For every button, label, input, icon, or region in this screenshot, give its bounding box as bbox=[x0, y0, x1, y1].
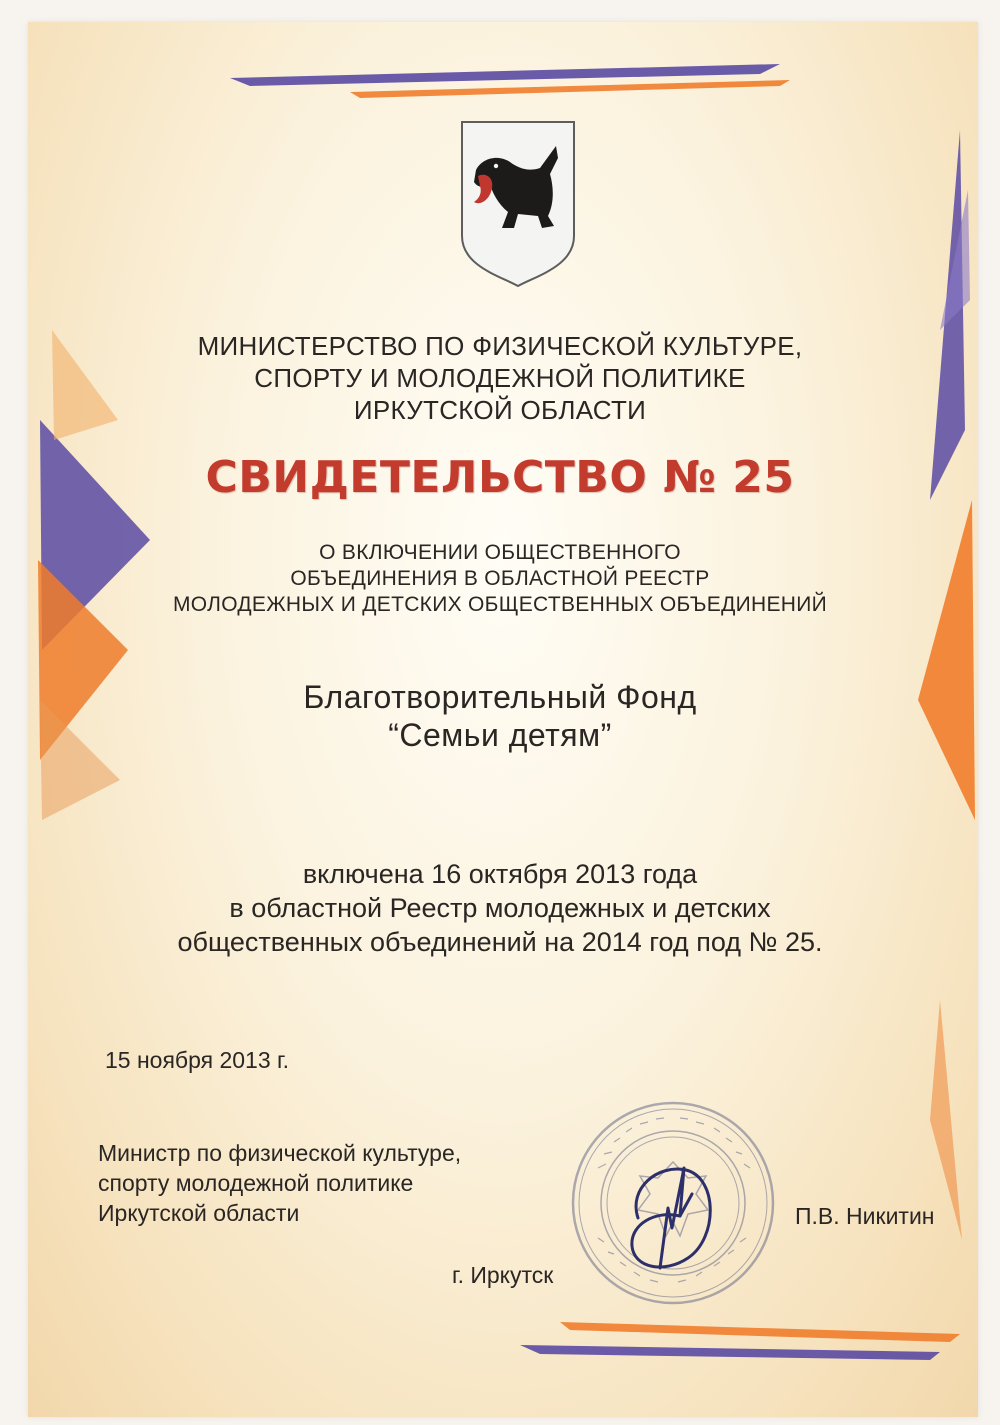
signatory-title bbox=[98, 1138, 461, 1228]
signatory-line-2: спорту молодежной политике bbox=[98, 1170, 414, 1196]
ministry-line-2: СПОРТУ И МОЛОДЕЖНОЙ ПОЛИТИКЕ bbox=[254, 363, 746, 393]
organization-line-2: “Семьи детям” bbox=[388, 717, 612, 753]
signatory-line-3: Иркутской области bbox=[98, 1200, 300, 1226]
ministry-name bbox=[0, 330, 1000, 426]
organization-line-1: Благотворительный Фонд bbox=[303, 679, 697, 715]
signatory-line-1: Министр по физической культуре, bbox=[98, 1140, 462, 1166]
irkutsk-babr-coat-of-arms-icon bbox=[458, 118, 578, 288]
inclusion-statement bbox=[0, 857, 1000, 959]
signatory-name: П.В. Никитин bbox=[795, 1203, 935, 1229]
inclusion-line-1: включена 16 октября 2013 года bbox=[302, 859, 698, 889]
certificate-subject bbox=[0, 540, 1000, 618]
inclusion-line-3: общественных объединений на 2014 год под № 25. bbox=[177, 927, 823, 957]
subject-line-3: МОЛОДЕЖНЫХ И ДЕТСКИХ ОБЩЕСТВЕННЫХ ОБЪЕДИНЕНИЙ bbox=[172, 593, 828, 616]
subject-line-2: ОБЪЕДИНЕНИЯ В ОБЛАСТНОЙ РЕЕСТР bbox=[290, 567, 710, 590]
certificate-title: СВИДЕТЕЛЬСТВО № 25 bbox=[205, 452, 795, 503]
issue-city: г. Иркутск bbox=[452, 1262, 554, 1288]
inclusion-line-2: в областной Реестр молодежных и детских bbox=[229, 893, 771, 923]
ministry-line-3: ИРКУТСКОЙ ОБЛАСТИ bbox=[353, 395, 647, 425]
subject-line-1: О ВКЛЮЧЕНИИ ОБЩЕСТВЕННОГО bbox=[319, 541, 681, 564]
issue-date: 15 ноября 2013 г. bbox=[105, 1047, 289, 1073]
ministry-line-1: МИНИСТЕРСТВО ПО ФИЗИЧЕСКОЙ КУЛЬТУРЕ, bbox=[197, 331, 803, 361]
handwritten-signature-icon bbox=[568, 1098, 778, 1308]
organization-name bbox=[0, 678, 1000, 754]
